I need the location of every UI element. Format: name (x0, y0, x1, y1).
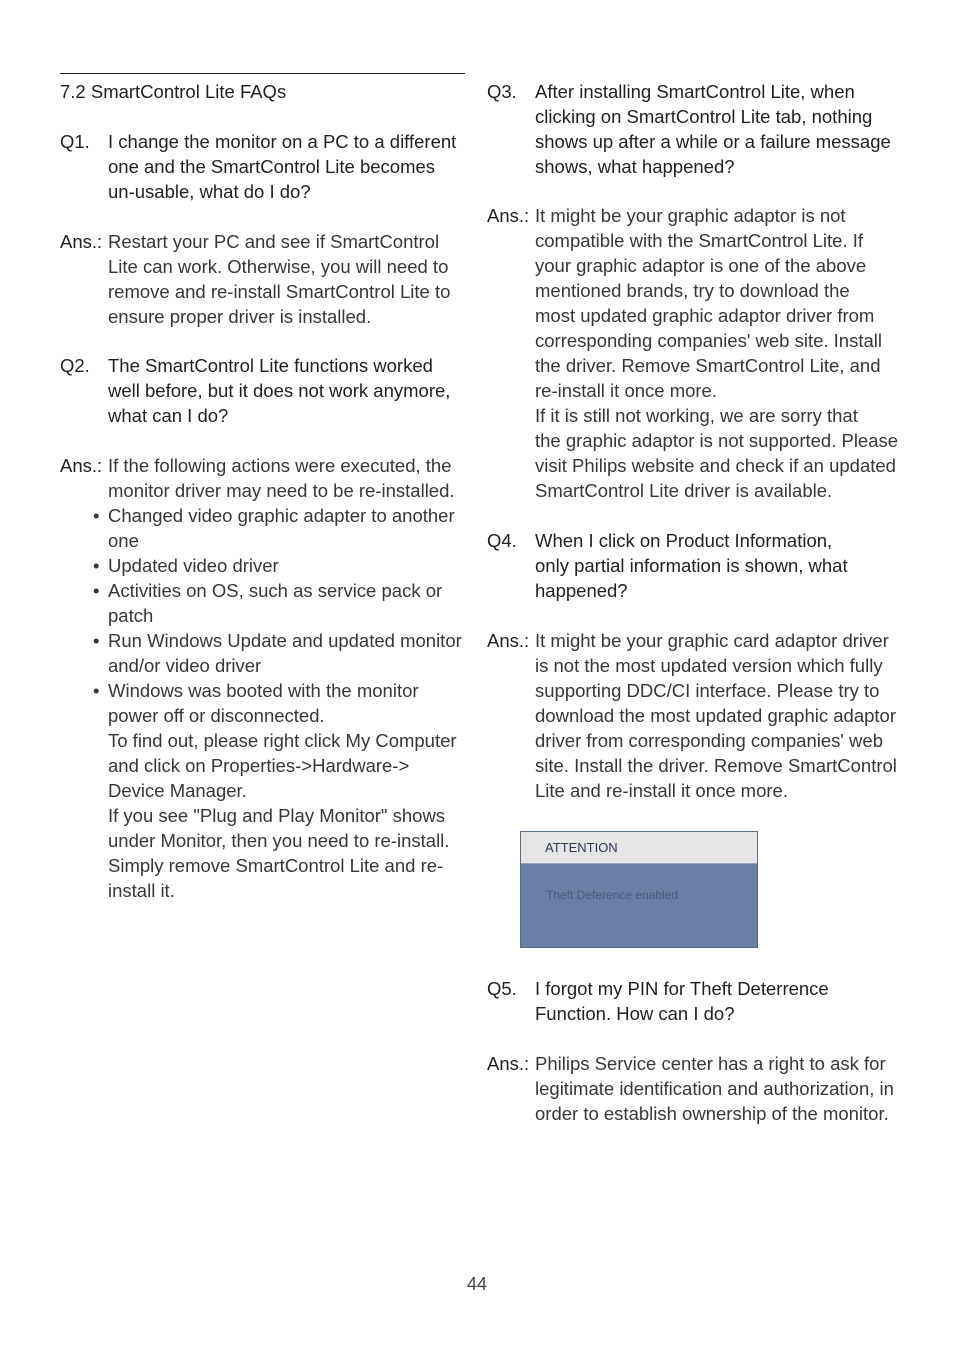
list-item-line: patch (108, 605, 154, 626)
list-item (93, 503, 465, 553)
answer-line: remove and re-install SmartControl Lite to (108, 281, 451, 302)
answer (487, 1051, 907, 1126)
question-line: one and the SmartControl Lite becomes (108, 156, 436, 177)
question-line: only partial information is shown, what (535, 555, 848, 576)
list-item-line: Updated video driver (108, 555, 279, 576)
question-label: Q2. (60, 355, 90, 376)
question-line: I forgot my PIN for Theft Deterrence (535, 978, 829, 999)
faq-q5 (487, 976, 907, 1126)
question-line: shows up after a while or a failure message (535, 131, 891, 152)
answer-line: your graphic adaptor is one of the above (535, 255, 867, 276)
section-title: 7.2 SmartControl Lite FAQs (60, 81, 287, 102)
question-label: Q3. (487, 81, 517, 102)
question (487, 79, 907, 179)
question-line: After installing SmartControl Lite, when (535, 81, 855, 102)
list-item-line: power off or disconnected. (108, 705, 325, 726)
bullet-dot: • (93, 630, 100, 651)
answer-line: Device Manager. (108, 780, 247, 801)
question-line: shows, what happened? (535, 156, 735, 177)
list-item-line: one (108, 530, 139, 551)
list-item (93, 553, 465, 578)
answer-line: If it is still not working, we are sorry that (535, 405, 858, 426)
answer-line: mentioned brands, try to download the (535, 280, 850, 301)
answer (487, 628, 907, 803)
answer-line: If the following actions were executed, the (108, 455, 452, 476)
answer-line: visit Philips website and check if an updated (535, 455, 896, 476)
question-line: un-usable, what do I do? (108, 181, 311, 202)
answer-line: under Monitor, then you need to re-install. (108, 830, 450, 851)
answer-label: Ans.: (487, 630, 530, 651)
answer-label: Ans.: (487, 1053, 530, 1074)
attention-message: Theft Deference enabled (546, 888, 679, 902)
question-label: Q1. (60, 131, 90, 152)
answer-line: Restart your PC and see if SmartControl (108, 231, 440, 252)
question-line: what can I do? (108, 405, 229, 426)
answer-line: the driver. Remove SmartControl Lite, and (535, 355, 881, 376)
answer-line: SmartControl Lite driver is available. (535, 480, 833, 501)
answer-line: legitimate identification and authorization, in (535, 1078, 894, 1099)
answer-line: most updated graphic adaptor driver from (535, 305, 875, 326)
faq-q4 (487, 528, 907, 803)
question-line: happened? (535, 580, 628, 601)
answer-line: It might be your graphic card adaptor driver (535, 630, 889, 651)
answer (60, 229, 465, 329)
section-rule (60, 73, 465, 74)
answer-label: Ans.: (60, 231, 103, 252)
bullet-dot: • (93, 555, 100, 576)
answer-line: If you see "Plug and Play Monitor" shows (108, 805, 446, 826)
answer-line: To find out, please right click My Computer (108, 730, 457, 751)
list-item (93, 578, 465, 628)
attention-dialog (520, 831, 758, 948)
question (60, 353, 465, 428)
answer (60, 453, 465, 903)
question (60, 129, 465, 204)
question-label: Q4. (487, 530, 517, 551)
answer-line: monitor driver may need to be re-installed. (108, 480, 455, 501)
question-line: clicking on SmartControl Lite tab, nothing (535, 106, 873, 127)
faq-q3 (487, 79, 907, 503)
faq-q1 (60, 129, 465, 329)
question-line: I change the monitor on a PC to a different (108, 131, 457, 152)
faq-q2 (60, 353, 465, 903)
answer-line: Lite and re-install it once more. (535, 780, 788, 801)
question-line: Function. How can I do? (535, 1003, 735, 1024)
answer-line: compatible with the SmartControl Lite. If (535, 230, 864, 251)
answer-line: download the most updated graphic adaptor (535, 705, 897, 726)
bullet-dot: • (93, 505, 100, 526)
answer-line: the graphic adaptor is not supported. Please (535, 430, 899, 451)
answer-label: Ans.: (60, 455, 103, 476)
answer-line: Simply remove SmartControl Lite and re- (108, 855, 444, 876)
list-item-line: and/or video driver (108, 655, 262, 676)
answer-line: Philips Service center has a right to ask for (535, 1053, 886, 1074)
question-line: When I click on Product Information, (535, 530, 833, 551)
answer-line: install it. (108, 880, 175, 901)
bullet-list (93, 503, 465, 728)
answer (487, 203, 907, 503)
answer-line: re-install it once more. (535, 380, 717, 401)
list-item (93, 628, 465, 678)
list-item (93, 678, 465, 728)
answer-line: driver from corresponding companies' web (535, 730, 883, 751)
answer-line: and click on Properties->Hardware-> (108, 755, 410, 776)
answer-line: site. Install the driver. Remove SmartControl (535, 755, 897, 776)
answer-line: corresponding companies' web site. Install (535, 330, 882, 351)
question (487, 528, 907, 603)
question-line: well before, but it does not work anymore, (108, 380, 451, 401)
answer-line: supporting DDC/CI interface. Please try to (535, 680, 880, 701)
list-item-line: Windows was booted with the monitor (108, 680, 419, 701)
question-line: The SmartControl Lite functions worked (108, 355, 433, 376)
answer-line: is not the most updated version which fully (535, 655, 883, 676)
page-number: 44 (466, 1274, 488, 1294)
question (487, 976, 907, 1026)
answer-line: It might be your graphic adaptor is not (535, 205, 846, 226)
list-item-line: Run Windows Update and updated monitor (108, 630, 462, 651)
bullet-dot: • (93, 580, 100, 601)
attention-title: ATTENTION (521, 832, 757, 864)
answer-label: Ans.: (487, 205, 530, 226)
answer-line: ensure proper driver is installed. (108, 306, 372, 327)
question-label: Q5. (487, 978, 517, 999)
answer-line: order to establish ownership of the monitor. (535, 1103, 889, 1124)
answer-line: Lite can work. Otherwise, you will need to (108, 256, 449, 277)
list-item-line: Changed video graphic adapter to another (108, 505, 455, 526)
bullet-dot: • (93, 680, 100, 701)
list-item-line: Activities on OS, such as service pack or (108, 580, 443, 601)
